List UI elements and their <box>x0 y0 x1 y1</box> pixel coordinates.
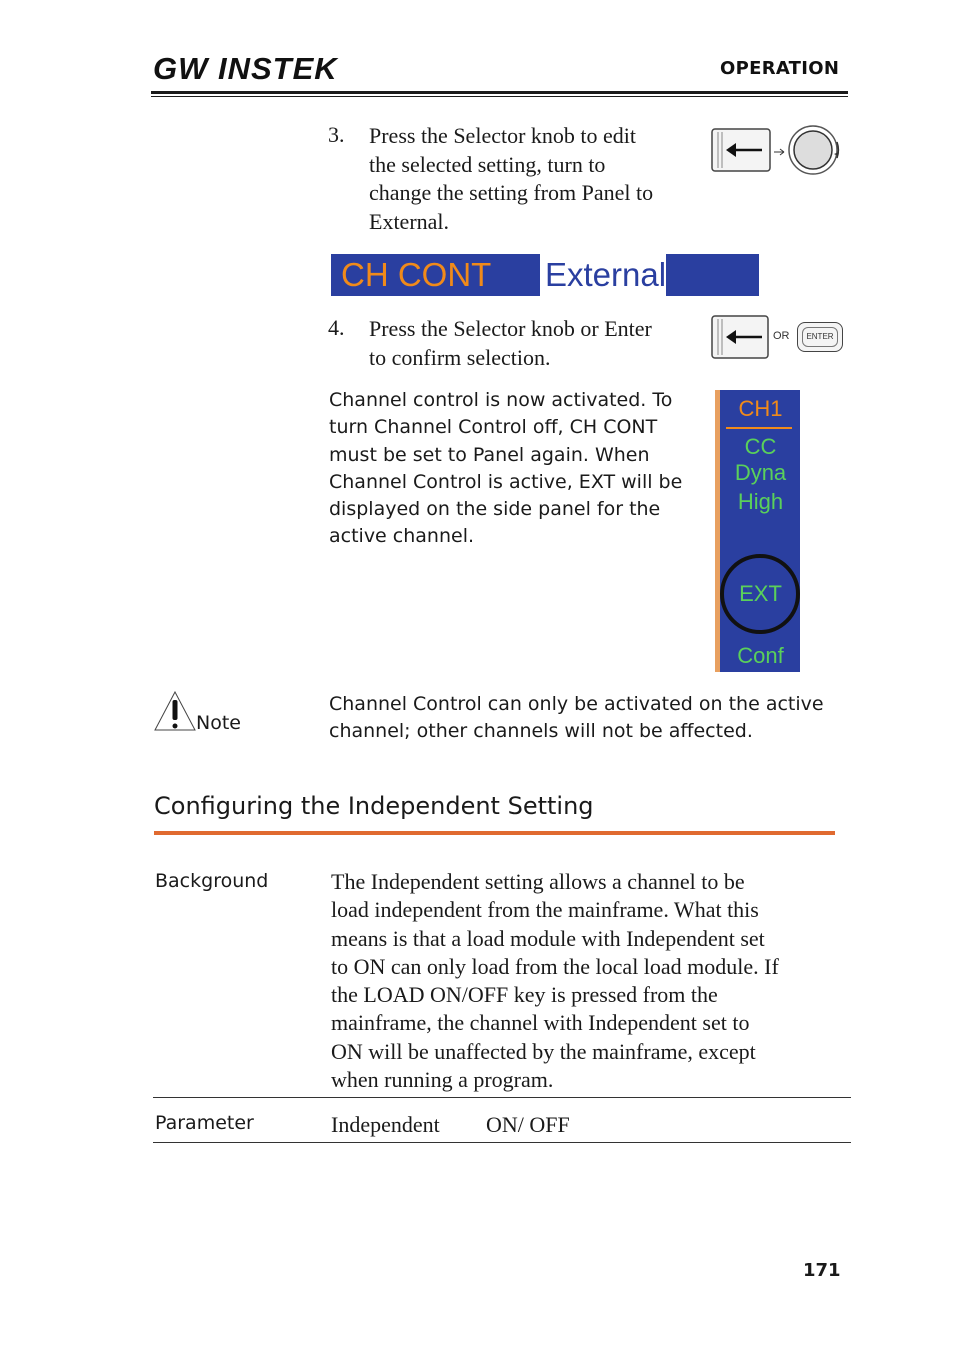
side-panel-channel-underline <box>726 427 792 429</box>
background-line: means is that a load module with Independent set <box>331 925 765 951</box>
brand-logo: GW INSTEK <box>153 51 338 86</box>
or-label: OR <box>773 330 790 342</box>
step-3-text <box>369 122 709 236</box>
step-3-line: the selected setting, turn to <box>369 151 606 177</box>
step-3-line: External. <box>369 208 450 234</box>
step-3-number: 3. <box>328 122 345 147</box>
parameter-label: Parameter <box>155 1112 254 1134</box>
step-3-line: change the setting from Panel to <box>369 180 654 205</box>
background-line: load independent from the mainframe. What this <box>331 897 759 923</box>
section-heading-rule <box>154 831 835 835</box>
background-line: to ON can only load from the local load module. If <box>331 953 779 979</box>
side-panel-mode: CC <box>744 434 777 459</box>
info-line: turn Channel Control off, CH CONT <box>329 416 658 439</box>
enter-key-label: ENTER <box>802 327 838 347</box>
section-heading: Configuring the Independent Setting <box>154 792 594 820</box>
lcd-setting-value: External <box>545 256 667 293</box>
parameter-value: ON/ OFF <box>486 1112 570 1137</box>
warning-icon <box>153 690 197 734</box>
background-line: the LOAD ON/OFF key is pressed from the <box>331 982 718 1008</box>
header-divider <box>151 91 848 94</box>
info-line: Channel Control is active, EXT will be <box>329 470 683 493</box>
side-panel-ext: EXT <box>739 581 782 606</box>
background-label: Background <box>155 870 269 892</box>
parameter-name: Independent <box>331 1112 440 1137</box>
side-panel-channel: CH1 <box>738 396 783 421</box>
step-4-line: to confirm selection. <box>369 344 551 370</box>
side-panel-range: High <box>737 489 784 514</box>
step-4-number: 4. <box>328 315 345 340</box>
note-label: Note <box>196 712 241 734</box>
step-4-text <box>369 315 709 372</box>
note-text <box>329 691 839 746</box>
background-text <box>331 868 846 1094</box>
lcd-setting-label: CH CONT <box>341 256 492 293</box>
side-panel-range: Dyna <box>734 460 787 485</box>
info-line: must be set to Panel again. When <box>329 443 650 466</box>
page-number: 171 <box>803 1260 841 1281</box>
selector-button-icon <box>710 314 772 360</box>
info-line: active channel. <box>329 525 475 548</box>
side-panel-edge <box>715 390 720 672</box>
info-line: displayed on the side panel for the <box>329 498 661 521</box>
step-4-line: Press the Selector knob or Enter <box>369 316 652 341</box>
section-label: OPERATION <box>720 58 840 79</box>
enter-key-icon <box>797 322 843 352</box>
table-divider <box>153 1097 851 1098</box>
note-line: Channel Control can only be activated on the active <box>329 693 824 715</box>
header-divider-thin <box>151 96 848 97</box>
background-line: The Independent setting allows a channel to be <box>331 869 745 894</box>
step-3-line: Press the Selector knob to edit <box>369 123 637 148</box>
table-divider <box>153 1142 851 1143</box>
background-line: when running a program. <box>331 1067 554 1093</box>
info-line: Channel control is now activated. To <box>329 389 673 411</box>
background-line: ON will be unaffected by the mainframe, except <box>331 1038 756 1064</box>
background-line: mainframe, the channel with Independent set to <box>331 1010 750 1036</box>
side-panel-conf: Conf <box>737 643 784 668</box>
info-paragraph <box>329 387 699 551</box>
note-line: channel; other channels will not be affected. <box>329 720 753 743</box>
rotary-knob-icon <box>785 124 845 176</box>
